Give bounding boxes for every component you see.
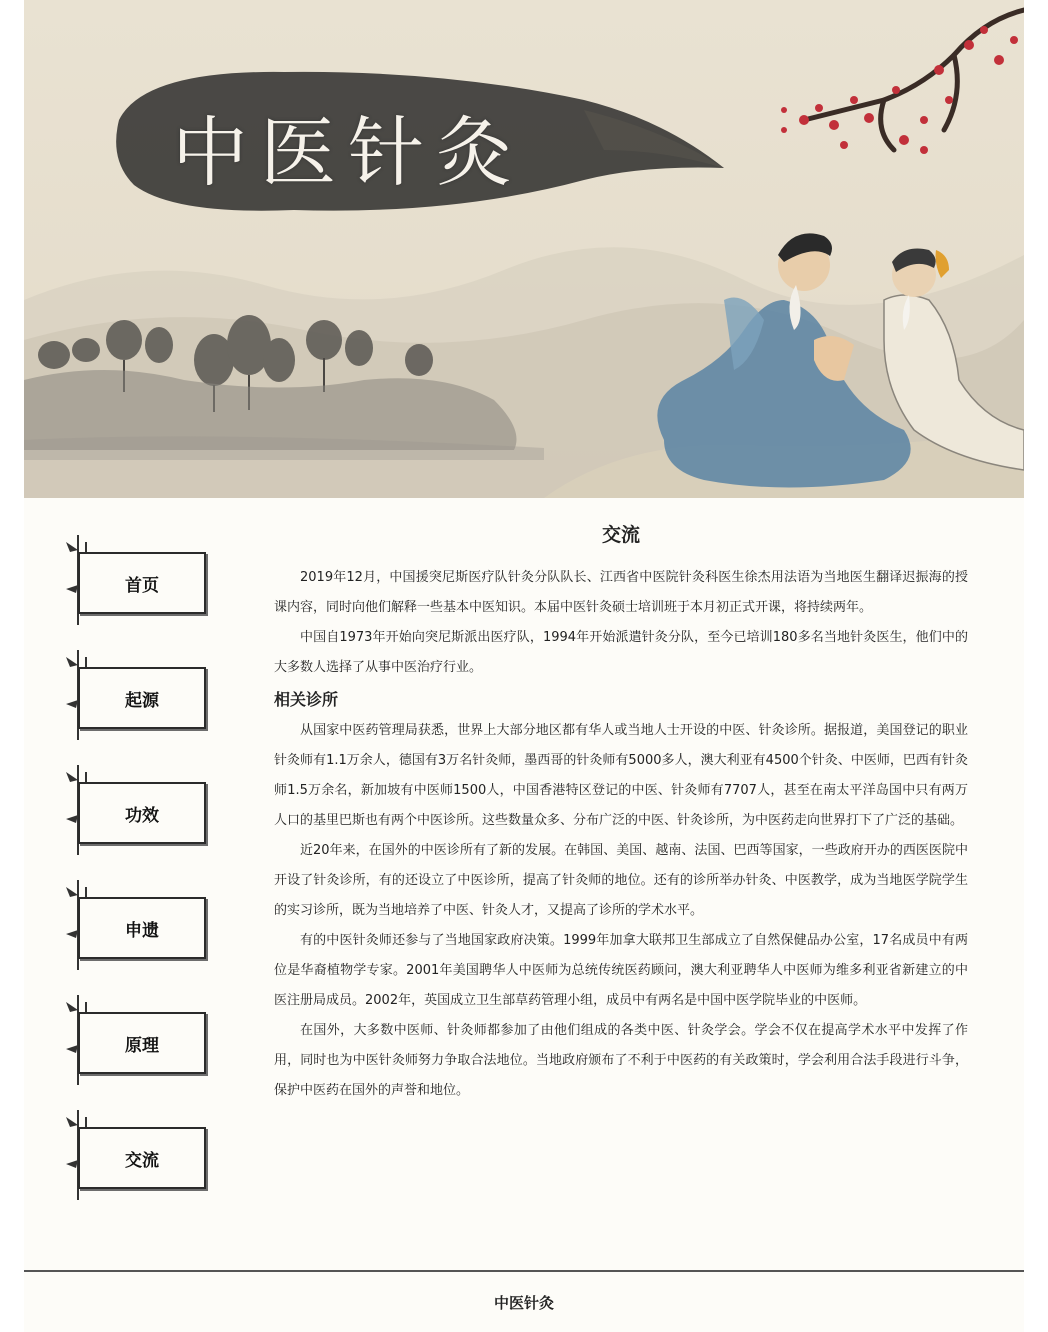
clinic-paragraph: 在国外，大多数中医师、针灸师都参加了由他们组成的各类中医、针灸学会。学会不仅在提高学术水平中发挥了作用，同时也为中医针灸师努力争取合法地位。当地政府颁布了不利于中医药的有关政策时，学会利用合法手段进行斗争，保护中医药在国外的声誉和地位。 [274,1023,968,1098]
nav-item-heritage[interactable] [64,875,214,985]
footer-text: 中医针灸 [493,1294,554,1312]
main-content [274,520,968,1106]
nav-item-principle[interactable] [64,990,214,1100]
page-title: 交流 [601,524,640,546]
section-subtitle: 相关诊所 [274,690,339,709]
nav-button-efficacy[interactable]: 功效 [78,782,206,844]
nav-button-principle[interactable]: 原理 [78,1012,206,1074]
clinic-paragraph: 有的中医针灸师还参与了当地国家政府决策。1999年加拿大联邦卫生部成立了自然保健品办公室，17名成员中有两位是华裔植物学专家。2001年美国聘华人中医师为总统传统医药顾问，澳大利亚聘华人中医师为维多利亚省新建立的中医注册局成员。2002年，英国成立卫生部草药管理小组，成员中有两名是中国中医学院毕业的中医师。 [274,933,968,1008]
nav-button-exchange[interactable]: 交流 [78,1127,206,1189]
intro-paragraph: 2019年12月，中国援突尼斯医疗队针灸分队队长、江西省中医院针灸科医生徐杰用法语为当地医生翻译迟振海的授课内容，同时向他们解释一些基本中医知识。本届中医针灸硕士培训班于本月初正式开课，将持续两年。 [274,570,968,615]
banner-title: 中医针灸 [172,108,524,197]
intro-paragraph: 中国自1973年开始向突尼斯派出医疗队，1994年开始派遣针灸分队，至今已培训180多名当地针灸医生，他们中的大多数人选择了从事中医治疗行业。 [274,630,968,675]
nav-button-home[interactable]: 首页 [78,552,206,614]
page [24,0,1024,1332]
ink-landscape-illustration [24,0,1024,498]
nav-item-efficacy[interactable] [64,760,214,870]
footer-divider [24,1270,1024,1272]
clinic-paragraph: 从国家中医药管理局获悉，世界上大部分地区都有华人或当地人士开设的中医、针灸诊所。据报道，美国登记的职业针灸师有1.1万余人，德国有3万名针灸师，墨西哥的针灸师有5000多人，澳大利亚有4500个针灸、中医师，巴西有针灸师1.5万余名，新加坡有中医师1500人，中国香港特区登记的中医、针灸师有7707人，甚至在南太平洋岛国中只有两万人口的基里巴斯也有两个中医诊所。这些数量众多、分布广泛的中医、针灸诊所，为中医药走向世界打下了广泛的基础。 [274,723,968,828]
nav-button-heritage[interactable]: 申遗 [78,897,206,959]
nav-item-origin[interactable] [64,645,214,755]
nav-button-origin[interactable]: 起源 [78,667,206,729]
header-banner [24,0,1024,498]
nav-item-home[interactable] [64,530,214,640]
clinic-paragraph: 近20年来，在国外的中医诊所有了新的发展。在韩国、美国、越南、法国、巴西等国家，一些政府开办的西医医院中开设了针灸诊所，有的还设立了中医诊所，提高了针灸师的地位。还有的诊所举办针灸、中医教学，成为当地医学院学生的实习诊所，既为当地培养了中医、针灸人才，又提高了诊所的学术水平。 [274,843,968,918]
nav-item-exchange[interactable] [64,1105,214,1215]
